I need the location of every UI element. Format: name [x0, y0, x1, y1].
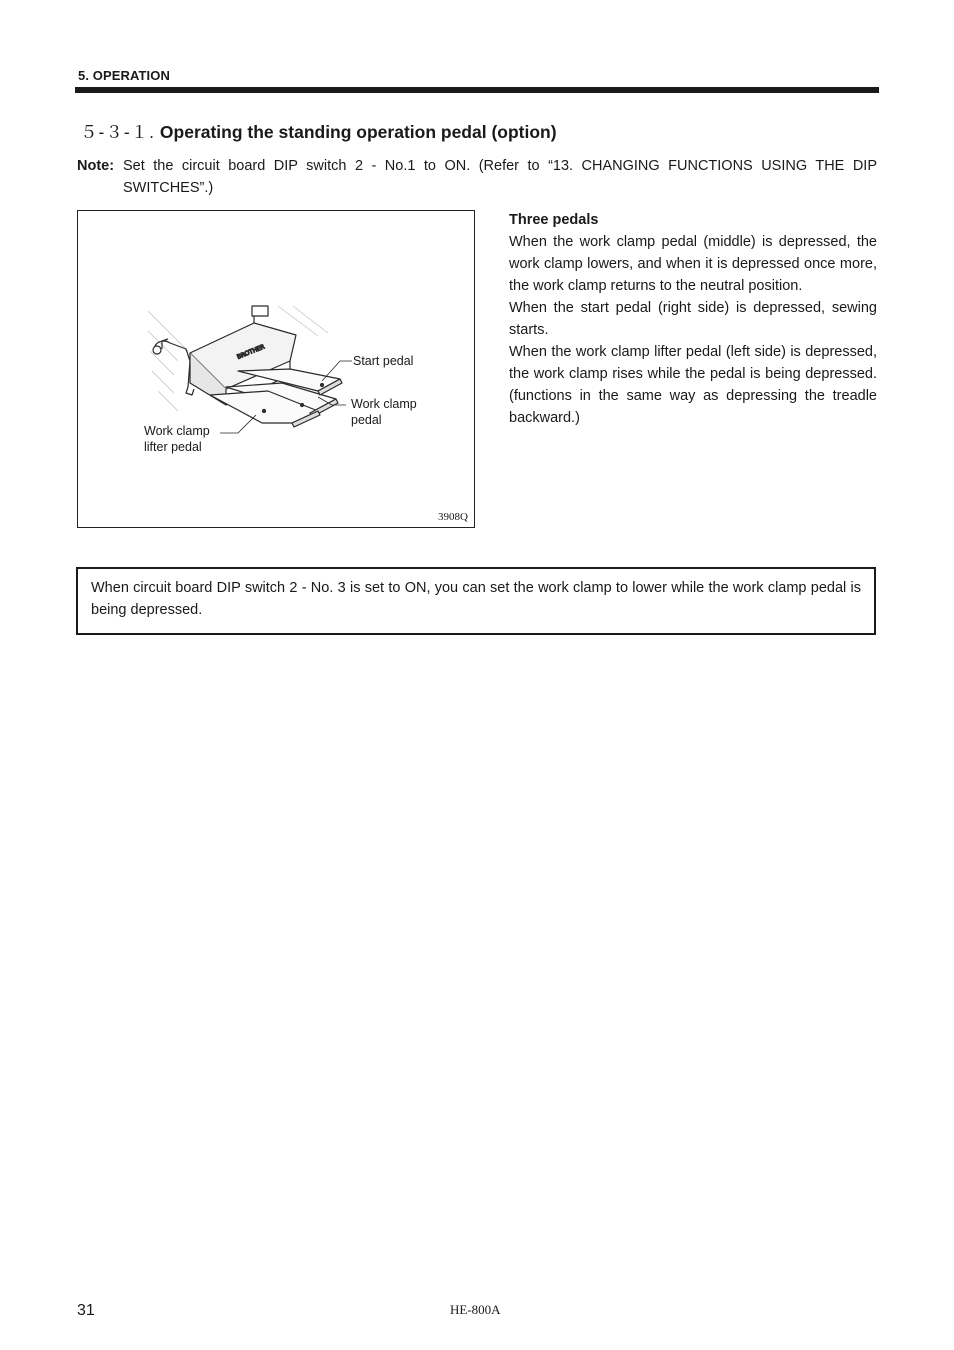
lifter-pedal-label-line1: Work clamp	[144, 424, 210, 438]
note	[77, 155, 877, 199]
info-box: When circuit board DIP switch 2 - No. 3 is set to ON, you can set the work clamp to lower while the work clamp pedal is being depressed.	[76, 567, 876, 635]
work-clamp-pedal-label-line2: pedal	[351, 413, 382, 427]
note-label: Note:	[77, 158, 115, 174]
pedal-description	[509, 209, 877, 429]
description-paragraph: When the start pedal (right side) is depressed, sewing starts.	[509, 300, 877, 338]
description-paragraph: When the work clamp pedal (middle) is depressed, the work clamp lowers, and when it is depressed once more, the work clamp returns to the neutral position.	[509, 234, 877, 294]
lifter-pedal-label-line2: lifter pedal	[144, 440, 202, 454]
section-header: 5. OPERATION	[78, 68, 170, 83]
header-rule	[75, 87, 879, 93]
section-title-text: Operating the standing operation pedal (option)	[159, 122, 557, 142]
start-pedal-label: Start pedal	[353, 354, 414, 368]
page-title	[80, 119, 557, 144]
pedal-figure	[77, 210, 475, 528]
section-number: ５-３-１.	[80, 122, 156, 142]
description-title: Three pedals	[509, 212, 599, 228]
svg-text:BROTHER: BROTHER	[236, 343, 266, 361]
work-clamp-pedal-label-line1: Work clamp	[351, 397, 417, 411]
page-number: 31	[77, 1302, 95, 1319]
pedal-illustration	[78, 211, 476, 529]
model-name: HE-800A	[450, 1302, 501, 1317]
description-paragraph: When the work clamp lifter pedal (left side) is depressed, the work clamp rises while the pedal is being depressed. (functions in the same way as depressing the treadle backward.)	[509, 344, 877, 426]
note-text: Set the circuit board DIP switch 2 - No.1 to ON. (Refer to “13. CHANGING FUNCTIONS USING THE DIP SWITCHES”.)	[123, 158, 877, 196]
figure-code: 3908Q	[438, 511, 468, 523]
